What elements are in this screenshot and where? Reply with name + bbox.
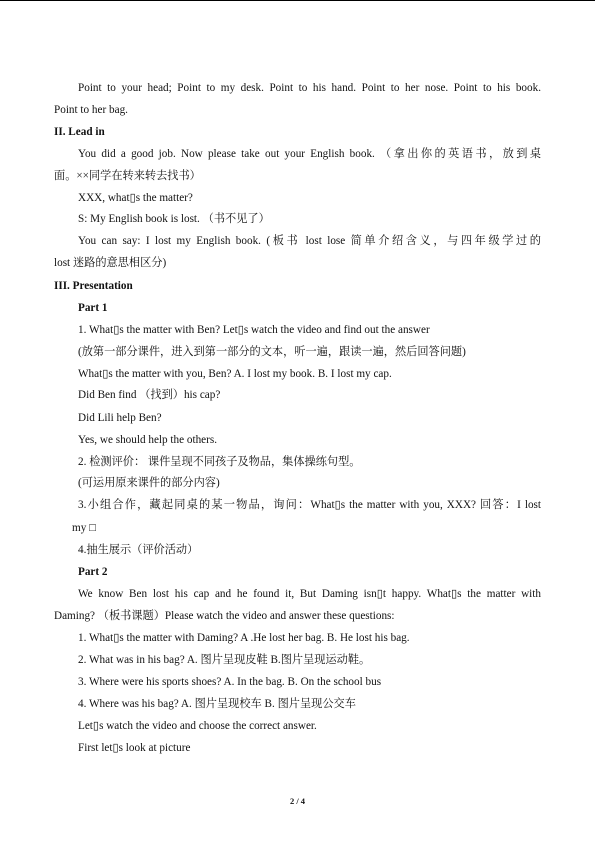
text-line: 4.抽生展示（评价活动） [78,544,199,556]
part-heading: Part 2 [78,566,108,578]
text-line: Daming? （板书课题）Please watch the video and answer these questions: [54,610,395,622]
text-line: 面。××同学在转来转去找书） [54,170,201,182]
section-heading: II. Lead in [54,126,105,138]
page-top-rule [0,0,595,1]
text-line: lost 迷路的意思相区分) [54,257,167,269]
text-line: my □ [72,522,96,534]
text-line: XXX, what▯s the matter? [78,192,193,204]
text-line: You can say: I lost my English book. (板书 lost lose 简单介绍含义，与四年级学过的 [78,235,541,247]
text-line: Point to your head; Point to my desk. Point to his hand. Point to her nose. Point to his book. [78,82,541,94]
text-line: 3. Where were his sports shoes? A. In the bag. B. On the school bus [78,676,382,688]
text-line: 3.小组合作，藏起同桌的某一物品，询问：What▯s the matter with you, XXX? 回答：I lost [78,499,541,511]
text-line: What▯s the matter with you, Ben? A. I lost my book. B. I lost my cap. [78,368,392,380]
text-line: 4. Where was his bag? A. 图片呈现校车 B. 图片呈现公交车 [78,698,356,710]
text-line: Did Lili help Ben? [78,412,162,424]
page-number: 2 / 4 [289,796,306,806]
part-heading: Part 1 [78,302,108,314]
text-line: First let▯s look at picture [78,742,191,754]
text-line: 2. What was in his bag? A. 图片呈现皮鞋 B.图片呈现运动鞋。 [78,654,371,666]
section-heading: III. Presentation [54,280,133,292]
text-line: Did Ben find （找到）his cap? [78,389,221,401]
text-line: Point to her bag. [54,104,128,116]
text-line: Let▯s watch the video and choose the correct answer. [78,720,317,732]
text-line: Yes, we should help the others. [78,434,218,446]
text-line: We know Ben lost his cap and he found it, But Daming isn▯t happy. What▯s the matter with [78,588,541,600]
text-line: (可运用原来课件的部分内容) [78,477,220,489]
text-line: 1. What▯s the matter with Ben? Let▯s watch the video and find out the answer [78,324,430,336]
text-line: S: My English book is lost. （书不见了） [78,213,270,225]
text-line: 2. 检测评价： 课件呈现不同孩子及物品，集体操练句型。 [78,456,361,468]
text-line: (放第一部分课件，进入到第一部分的文本，听一遍，跟读一遍，然后回答问题) [78,346,466,358]
text-line: You did a good job. Now please take out your English book. （拿出你的英语书，放到桌 [78,148,541,160]
text-line: 1. What▯s the matter with Daming? A .He lost her bag. B. He lost his bag. [78,632,410,644]
